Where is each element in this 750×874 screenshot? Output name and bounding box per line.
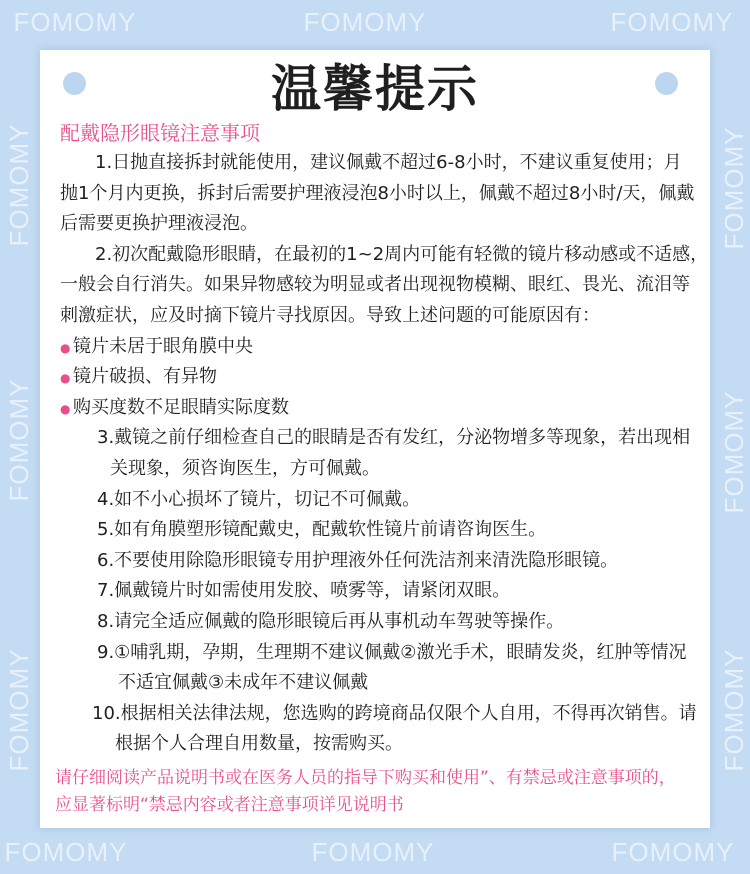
tip-line: 关现象，须咨询医生，方可佩戴。 — [110, 457, 380, 479]
tip-item — [40, 607, 710, 638]
tip-item — [40, 485, 710, 516]
notice-paragraph — [40, 240, 710, 332]
cause-item — [40, 393, 710, 424]
section-subtitle: 配戴隐形眼镜注意事项 — [60, 121, 260, 145]
cause-item — [40, 362, 710, 393]
watermark-text: FOMOMY — [13, 7, 137, 37]
watermark-text: FOMOMY — [4, 837, 128, 867]
tip-item — [40, 699, 710, 760]
watermark-text: FOMOMY — [303, 7, 427, 37]
cause-item-text: 镜片未居于眼角膜中央 — [73, 335, 253, 357]
tip-list — [40, 423, 710, 760]
watermark-text: FOMOMY — [610, 7, 734, 37]
watermark-text: FOMOMY — [4, 648, 34, 772]
notice-paragraph — [40, 148, 710, 240]
notice-line: 抛1个月内更换，拆封后需要护理液浸泡8小时以上，佩戴不超过8小时/天，佩戴 — [60, 182, 695, 204]
watermark-text: FOMOMY — [719, 648, 749, 772]
tip-line: 8.请完全适应佩戴的隐形眼镜后再从事机动车驾驶等操作。 — [97, 610, 565, 632]
footer-line: 应显著标明“禁忌内容或者注意事项详见说明书 — [55, 795, 404, 815]
tip-item — [40, 638, 710, 699]
tip-line: 10.根据相关法律法规，您选购的跨境商品仅限个人自用，不得再次销售。请 — [92, 702, 697, 724]
notice-content — [40, 148, 710, 760]
notice-line: 刺激症状，应及时摘下镜片寻找原因。导致上述问题的可能原因有： — [60, 304, 600, 326]
footer-note — [55, 765, 705, 819]
notice-card — [40, 50, 710, 828]
tip-line: 9.①哺乳期，孕期，生理期不建议佩戴②激光手术，眼睛发炎，红肿等情况 — [97, 641, 687, 663]
cause-item — [40, 332, 710, 363]
tip-line: 4.如不小心损坏了镜片，切记不可佩戴。 — [97, 488, 421, 510]
bullet-icon: ● — [60, 340, 71, 355]
tip-line: 根据个人合理自用数量，按需购买。 — [115, 733, 403, 755]
watermark-text: FOMOMY — [4, 123, 34, 247]
tip-line: 5.如有角膜塑形镜配戴史，配戴软性镜片前请咨询医生。 — [97, 519, 547, 541]
page-title: 温馨提示 — [271, 60, 479, 118]
tip-line: 7.佩戴镜片时如需使用发胶、喷雾等，请紧闭双眼。 — [97, 580, 511, 602]
cause-item-text: 镜片破损、有异物 — [73, 366, 217, 388]
notice-line: 1.日抛直接拆封就能使用，建议佩戴不超过6-8小时，不建议重复使用；月 — [95, 152, 682, 173]
watermark-text: FOMOMY — [719, 390, 749, 514]
notice-line: 一般会自行消失。如果异物感较为明显或者出现视物模糊、眼红、畏光、流泪等 — [60, 274, 690, 296]
tip-item — [40, 515, 710, 546]
tip-line: 6.不要使用除隐形眼镜专用护理液外任何洗洁剂来清洗隐形眼镜。 — [97, 549, 619, 571]
tip-item — [40, 423, 710, 484]
watermark-text: FOMOMY — [611, 837, 735, 867]
footer-line: 请仔细阅读产品说明书或在医务人员的指导下购买和使用”、有禁忌或注意事项的， — [55, 768, 676, 788]
watermark-text: FOMOMY — [311, 837, 435, 867]
tip-line: 3.戴镜之前仔细检查自己的眼睛是否有发红，分泌物增多等现象，若出现相 — [97, 427, 691, 449]
tip-item — [40, 576, 710, 607]
bullet-icon: ● — [60, 371, 71, 386]
notice-line: 2.初次配戴隐形眼睛，在最初的1~2周内可能有轻微的镜片移动感或不适感， — [95, 243, 709, 265]
watermark-text: FOMOMY — [719, 126, 749, 250]
bullet-icon: ● — [60, 401, 71, 416]
cause-item-text: 购买度数不足眼睛实际度数 — [73, 396, 289, 418]
cause-list — [40, 332, 710, 424]
watermark-text: FOMOMY — [4, 378, 34, 502]
tip-line: 不适宜佩戴③未成年不建议佩戴 — [118, 672, 369, 694]
notice-line: 后需要更换护理液浸泡。 — [60, 213, 258, 235]
tip-item — [40, 546, 710, 577]
